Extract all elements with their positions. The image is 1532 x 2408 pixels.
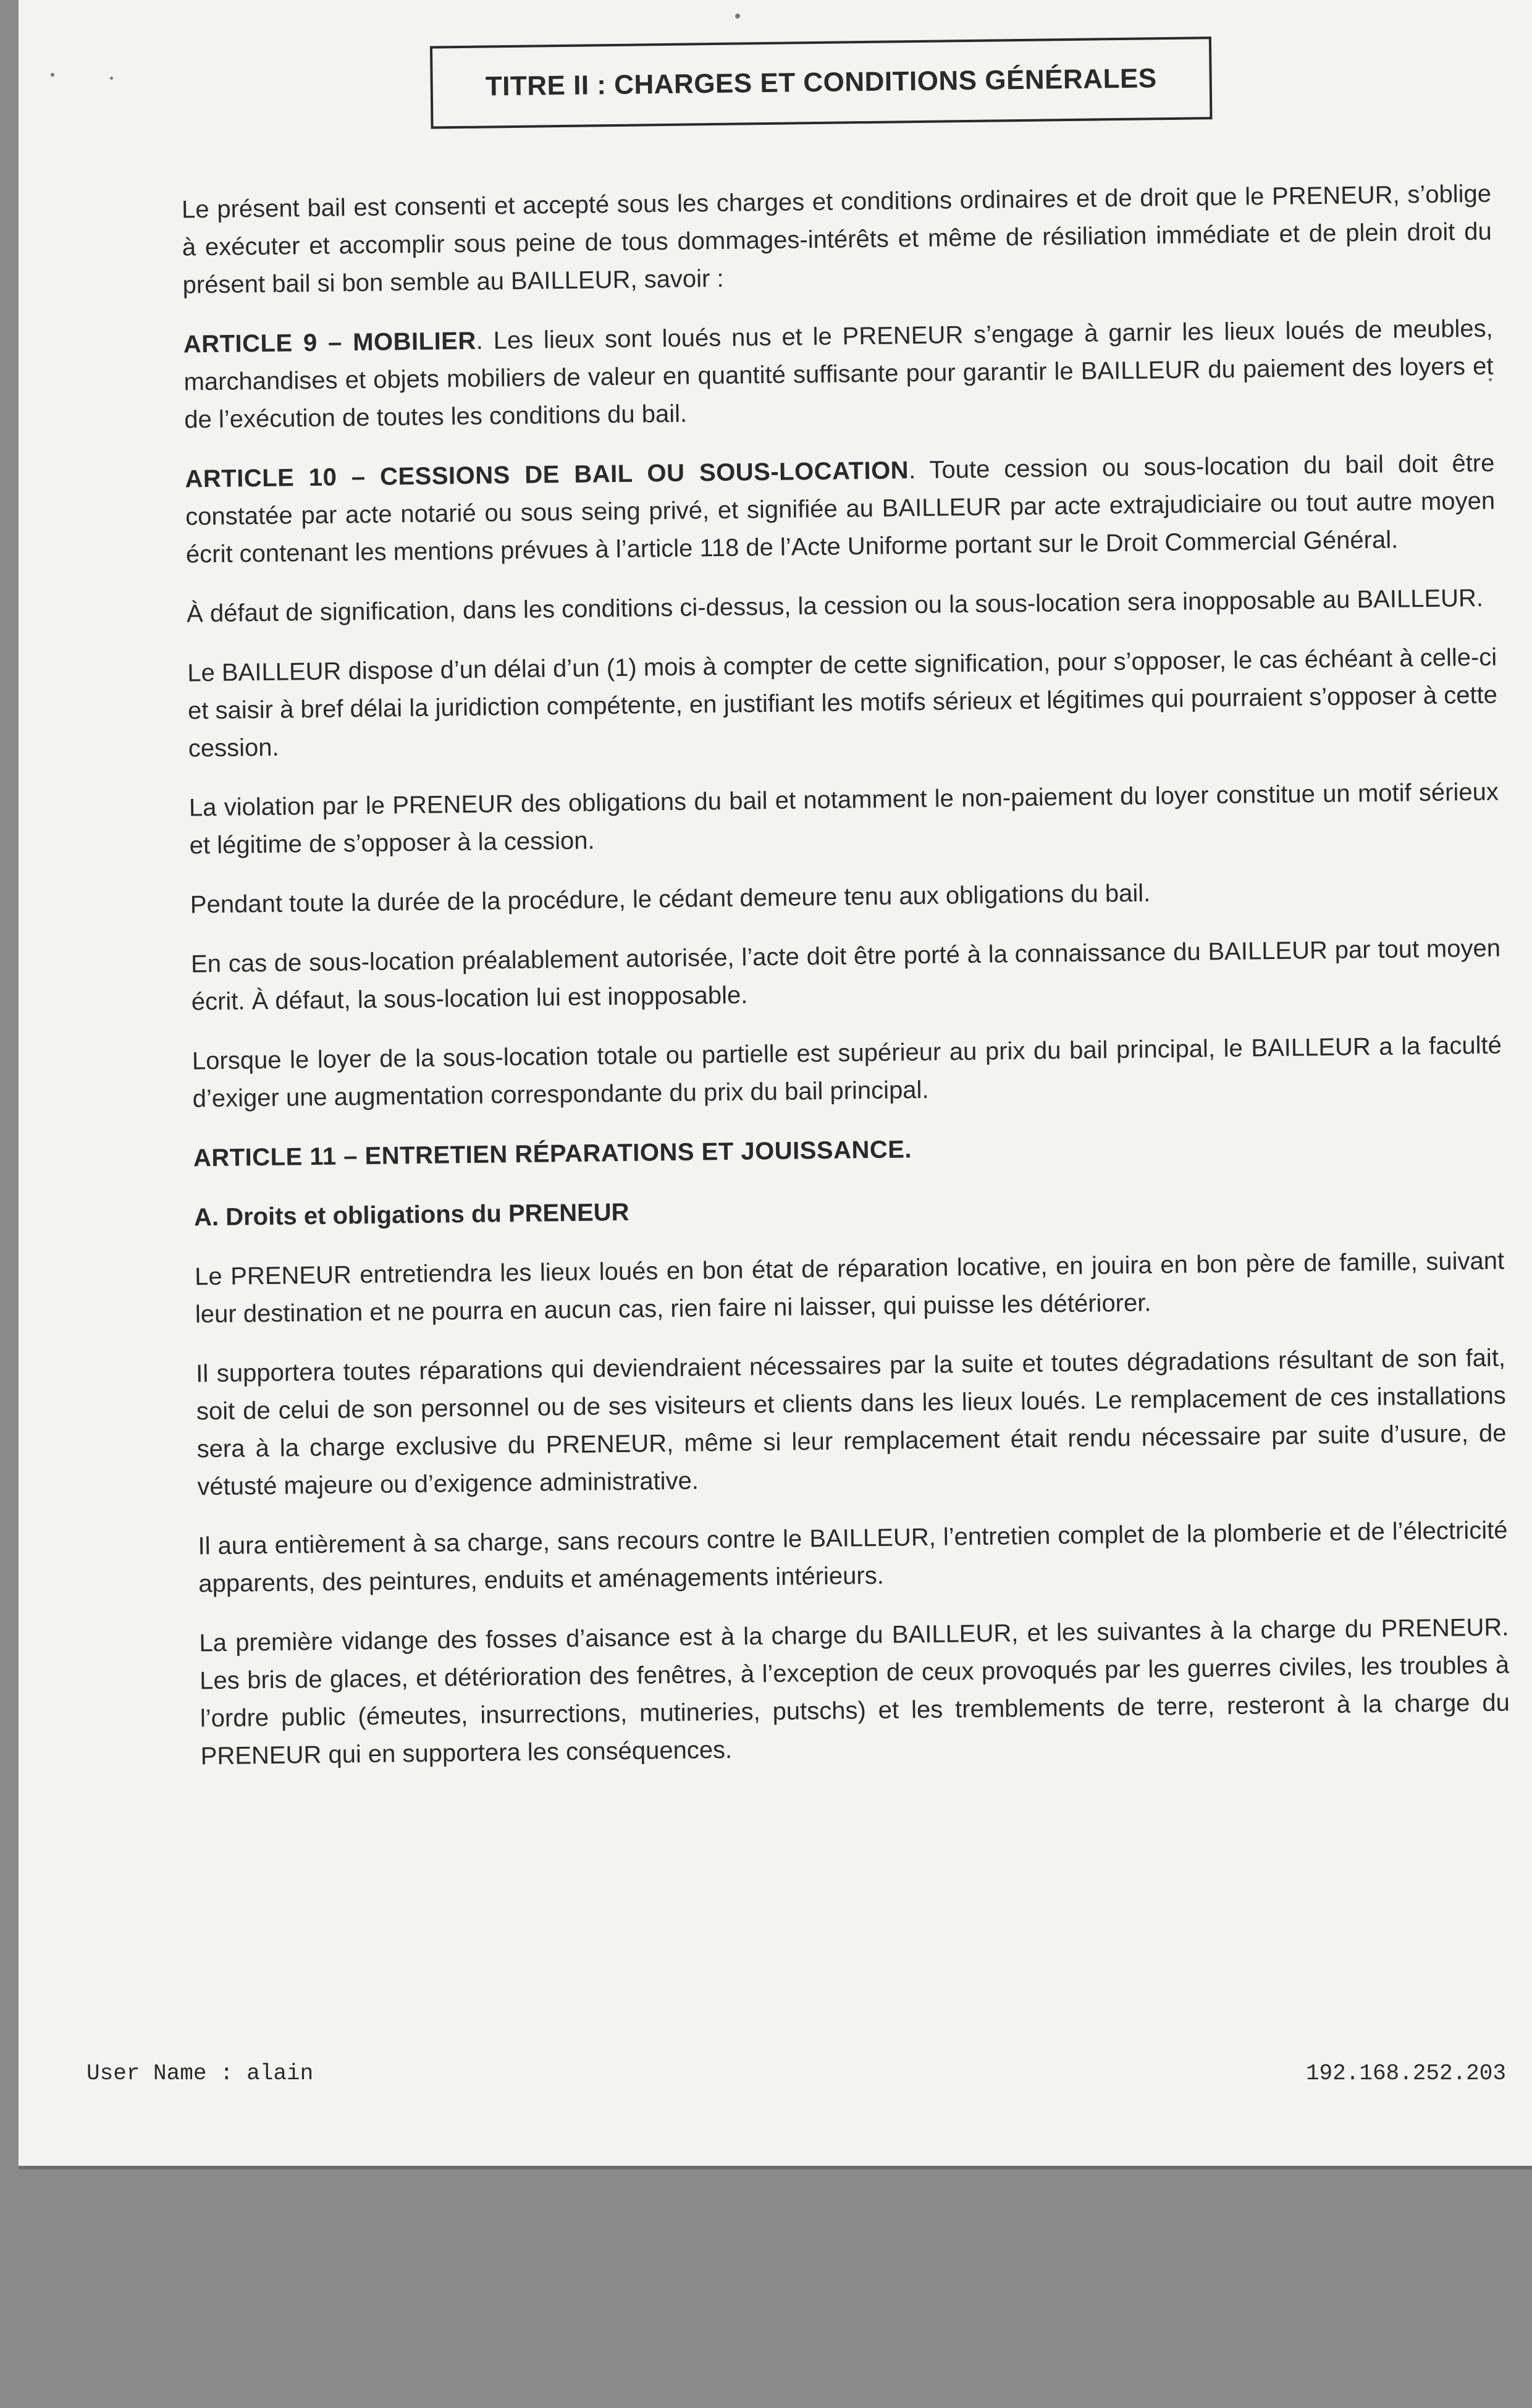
footer-user-name: User Name : alain <box>86 2061 314 2086</box>
article-10 <box>185 445 1496 574</box>
scan-speck <box>51 73 54 77</box>
article-10-paragraph: Lorsque le loyer de la sous-location totale ou partielle est supérieur au prix du bail principal, le BAILLEUR a la faculté d’exiger une augmentation correspondante du prix du bail principal. <box>192 1031 1502 1113</box>
article-11-heading: ARTICLE 11 – ENTRETIEN RÉPARATIONS ET JOUISSANCE. <box>193 1136 912 1172</box>
footer-ip-address: 192.168.252.203 <box>1305 2061 1506 2086</box>
article-10-paragraph: En cas de sous-location préalablement autorisée, l’acte doit être porté à la connaissance du BAILLEUR par tout moyen écrit. À défaut, la sous-location lui est inopposable. <box>190 934 1501 1016</box>
article-10-paragraph: La violation par le PRENEUR des obligations du bail et notamment le non-paiement du loyer constitue un motif sérieux et légitime de s’opposer à la cession. <box>188 778 1499 860</box>
article-10-paragraph: À défaut de signification, dans les conditions ci-dessus, la cession ou la sous-location sera inopposable au BAILLEUR. <box>186 584 1484 628</box>
article-11-paragraph: Il supportera toutes réparations qui deviendraient nécessaires par la suite et toutes dégradations résultant de son fait, soit de celui de son personnel ou de ses visiteurs et clients dans les lieux loués. Le remplacement de ces installations sera à la charge exclusive du PRENEUR, même si leur remplacement était rendu nécessaire par suite d’usure, de vétusté majeure ou d’exigence administrative. <box>195 1344 1507 1501</box>
article-10-paragraph: Pendant toute la durée de la procédure, le cédant demeure tenu aux obligations du bail. <box>190 879 1151 919</box>
article-10-text: . Toute cession ou sous-location du bail doit être constatée par acte notarié ou sous seing privé, et signifiée au BAILLEUR par acte extrajudiciaire ou tout autre moyen écrit contenant les mentions prévues à l’article 118 de l’Acte Uniforme portant sur le Droit Commercial Général. <box>185 449 1496 568</box>
article-9-heading: ARTICLE 9 – MOBILIER <box>183 327 476 358</box>
title-box <box>430 36 1213 129</box>
article-10-heading: ARTICLE 10 – CESSIONS DE BAIL OU SOUS-LOCATION <box>185 457 909 493</box>
article-9-text: . Les lieux sont loués nus et le PRENEUR s’engage à garnir les lieux loués de meubles, marchandises et objets mobiliers de valeur en quantité suffisante pour garantir le BAILLEUR du paiement des loyers et de l’exécution de toutes les conditions du bail. <box>183 315 1494 434</box>
document-body <box>182 175 1511 1798</box>
document-title: TITRE II : CHARGES ET CONDITIONS GÉNÉRALES <box>485 63 1157 102</box>
page-bottom-edge <box>19 2166 1532 2169</box>
article-11-subheading: A. Droits et obligations du PRENEUR <box>193 1198 629 1231</box>
article-11-paragraph: La première vidange des fosses d’aisance est à la charge du BAILLEUR, et les suivantes à la charge du PRENEUR. Les bris de glaces, et détérioration des fenêtres, à l’exception de ceux provoqués par les guerres civiles, les troubles à l’ordre public (émeutes, insurrections, mutineries, putschs) et les tremblements de terre, resteront à la charge du PRENEUR qui en supportera les conséquences. <box>199 1613 1510 1770</box>
article-11-paragraph: Le PRENEUR entretiendra les lieux loués en bon état de réparation locative, en jouira en bon père de famille, suivant leur destination et ne pourra en aucun cas, rien faire ni laisser, qui puisse les détériorer. <box>194 1247 1505 1329</box>
scan-speck <box>735 14 740 19</box>
article-10-paragraph: Le BAILLEUR dispose d’un délai d’un (1) mois à compter de cette signification, pour s’opposer, le cas échéant à celle-ci et saisir à bref délai la juridiction compétente, en justifiant les motifs sérieux et légitimes qui pourraient s’opposer à cette cession. <box>187 643 1498 763</box>
article-9 <box>183 310 1494 439</box>
article-11-paragraph: Il aura entièrement à sa charge, sans recours contre le BAILLEUR, l’entretien complet de la plomberie et de l’électricité apparents, des peintures, enduits et aménagements intérieurs. <box>198 1516 1508 1598</box>
scan-speck <box>110 77 113 80</box>
intro-paragraph: Le présent bail est consenti et accepté sous les charges et conditions ordinaires et de droit que le PRENEUR, s’oblige à exécuter et accomplir sous peine de tous dommages-intérêts et même de résiliation immédiate et de plein droit du présent bail si bon semble au BAILLEUR, savoir : <box>181 180 1492 299</box>
